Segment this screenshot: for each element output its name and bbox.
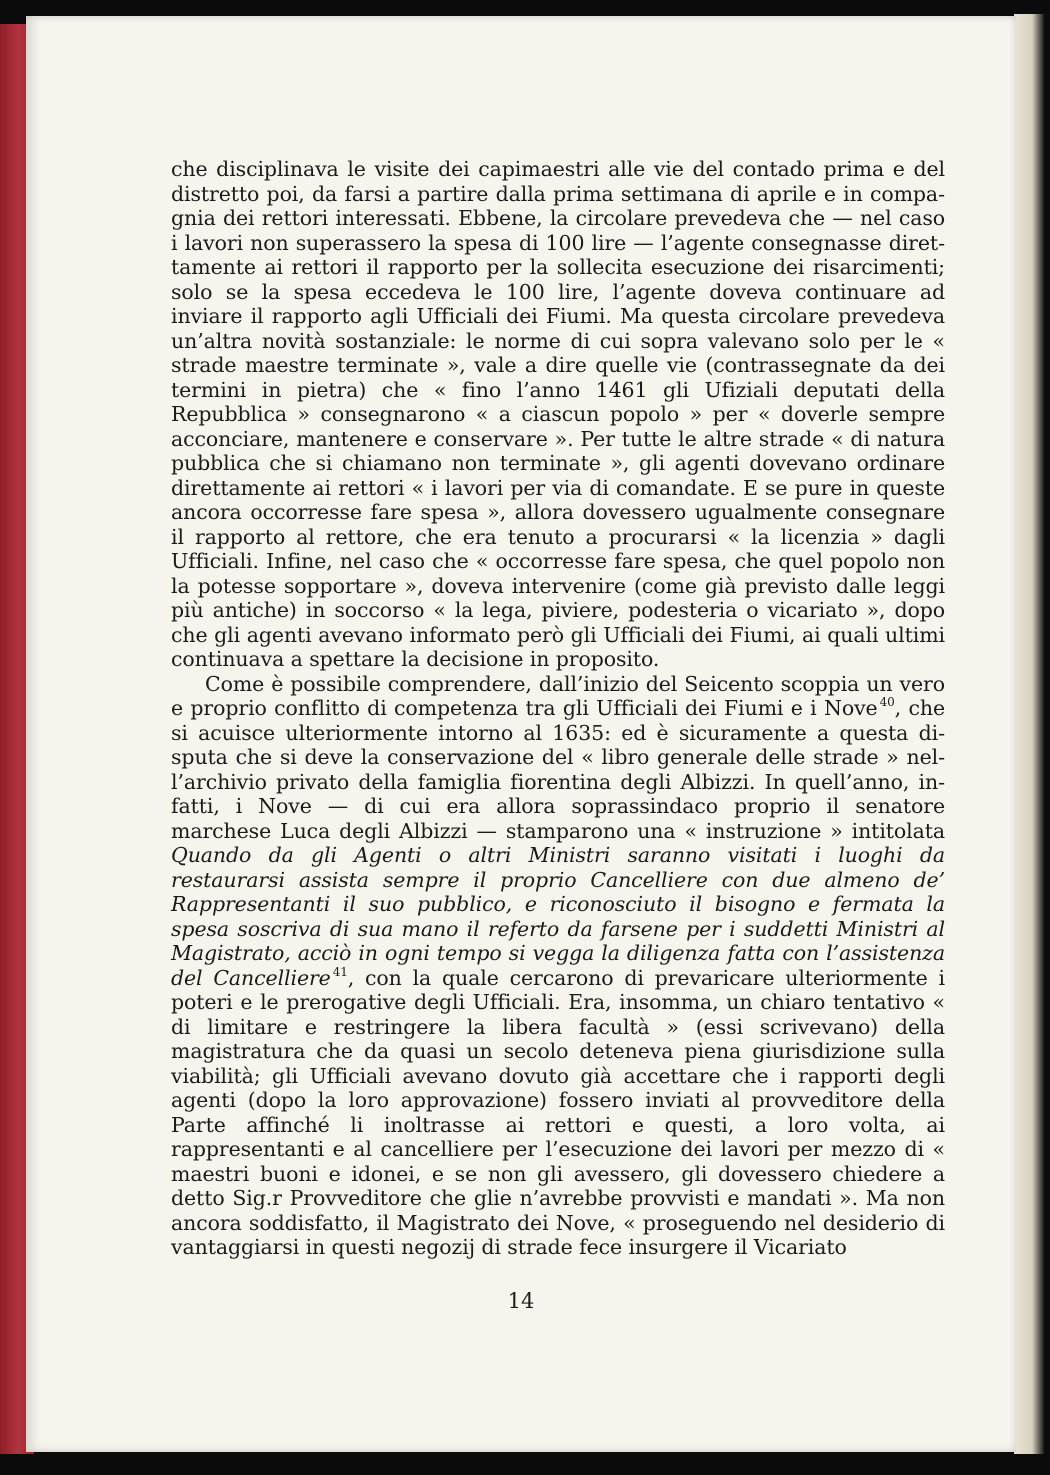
body-text <box>171 157 945 1260</box>
footnote-ref-41: 41 <box>332 964 348 979</box>
paragraph-2-text-c: , con la quale cercarono di prevaricare ulteriormente i poteri e le prerogative degli Ufficiali. Era, insomma, un chiaro tentativo « di limitare e restringere la libera facultà » (essi scrivevano) della magistratura che da quasi un secolo deteneva piena giurisdizione sulla viabilità; gli Ufficiali avevano dovuto già accettare che i rapporti degli agenti (dopo la loro approvazione) fossero inviati al provveditore della Parte affinché li inoltrasse ai rettori e questi, a loro volta, ai rappresentanti e al cancelliere per l’esecuzione dei lavori per mezzo di « maestri buoni e idonei, e se non gli avessero, gli dovessero chiedere a detto Sig.r Provveditore che glie n’avrebbe provvisti e mandati ». Ma non ancora soddisfatto, il Magistrato dei Nove, « proseguendo nel desiderio di vantaggiarsi in questi negozij di strade fece insurgere il Vicariato <box>171 965 945 1259</box>
page-number: 14 <box>507 1289 535 1313</box>
paragraph-2-text-b: , che si acuisce ulteriormente intorno al 1635: ed è sicuramente a questa disputa che si deve la conservazione del « libro generale delle strade » nell’archivio privato della famiglia fiorentina degli Albizzi. In quell’anno, infatti, i Nove — di cui era allora soprassindaco proprio il senatore marchese Luca degli Albizzi — stamparono una « instruzione » intitolata <box>171 696 945 843</box>
paragraph-1 <box>171 157 945 672</box>
footnote-ref-40: 40 <box>879 695 895 709</box>
paragraph-2-text-a: Come è possibile comprendere, dall’inizio del Seicento scoppia un vero e proprio conflitto di competenza tra gli Ufficiali dei Fiumi e i Nove <box>171 671 945 720</box>
book-cover-edge <box>1014 14 1044 1454</box>
paragraph-2 <box>171 672 945 1260</box>
book-page <box>26 16 1016 1452</box>
paragraph-2-italic-title: Quando da gli Agenti o altri Ministri saranno visitati i luoghi da restaurarsi assista sempre il proprio Cancelliere con due almeno de’ Rappresentanti il suo pubblico, e riconosciuto il bisogno e fermata la spesa soscriva di sua mano il referto da farsene per i suddetti Ministri al Magistrato, acciò in ogni tempo si vegga la diligenza fatta con l’assistenza del Cancelliere <box>171 843 945 990</box>
paragraph-1-text: che disciplinava le visite dei capimaestri alle vie del contado prima e del distretto poi, da farsi a partire dalla prima settimana di aprile e in compagnia dei rettori interessati. Ebbene, la circolare prevedeva che — nel caso i lavori non superassero la spesa di 100 lire — l’agente consegnasse direttamente ai rettori il rapporto per la sollecita esecuzione dei risarcimenti; solo se la spesa eccedeva le 100 lire, l’agente doveva continuare ad inviare il rapporto agli Ufficiali dei Fiumi. Ma questa circolare prevedeva un’altra novità sostanziale: le norme di cui sopra valevano solo per le « strade maestre terminate », vale a dire quelle vie (contrassegnate da dei termini in pietra) che « fino l’anno 1461 gli Ufiziali deputati della Repubblica » consegnarono « a ciascun popolo » per « doverle sempre acconciare, mantenere e conservare ». Per tutte le altre strade « di natura pubblica che si chiamano non terminate », gli agenti dovevano ordinare direttamente ai rettori « i lavori per via di comandate. E se pure in queste ancora occorresse fare spesa », allora dovessero ugualmente consegnare il rapporto al rettore, che era tenuto a procurarsi « la licenzia » dagli Ufficiali. Infine, nel caso che « occorresse fare spesa, che quel popolo non la potesse sopportare », doveva intervenire (come già previsto dalle leggi più antiche) in soccorso « la lega, piviere, podesteria o vicariato », dopo che gli agenti avevano informato però gli Ufficiali dei Fiumi, ai quali ultimi continuava a spettare la decisione in proposito. <box>171 157 945 671</box>
